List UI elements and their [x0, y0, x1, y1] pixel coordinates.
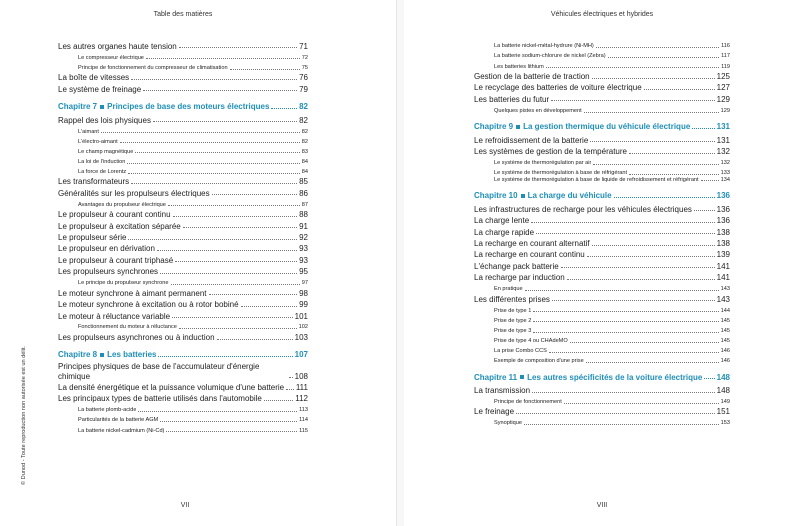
toc-subsection-entry[interactable]	[58, 145, 308, 155]
entry-title: Le propulseur à courant triphasé	[58, 255, 174, 265]
toc-section-entry[interactable]	[58, 254, 308, 265]
entry-title: Le recyclage des batteries de voiture électrique	[474, 83, 642, 93]
entry-title: Particularités de la batterie AGM	[78, 417, 159, 424]
dot-leader	[586, 362, 719, 363]
toc-subsection-entry[interactable]	[474, 177, 730, 184]
chapter-label: Chapitre 7	[58, 102, 98, 112]
dot-leader	[596, 47, 719, 48]
entry-page-number: 91	[299, 221, 308, 231]
entry-title: Prise de type 1	[494, 307, 532, 314]
entry-page-number: 113	[299, 407, 308, 414]
dot-leader	[217, 339, 293, 340]
dot-leader	[131, 79, 297, 80]
toc-subsection-entry[interactable]	[58, 155, 308, 165]
entry-page-number: 103	[294, 332, 308, 342]
dot-leader	[592, 78, 715, 79]
table-of-contents	[58, 40, 308, 434]
toc-subsection-entry[interactable]	[58, 61, 308, 71]
entry-page-number: 148	[716, 372, 730, 382]
entry-title: Les batteries du futur	[474, 94, 550, 104]
dot-leader	[131, 183, 297, 184]
entry-title: Les infrastructures de recharge pour les véhicules électriques	[474, 204, 692, 214]
dot-leader	[160, 273, 297, 274]
entry-page-number: 134	[720, 176, 730, 183]
dot-leader	[692, 128, 714, 129]
entry-page-number: 101	[294, 311, 308, 321]
dot-leader	[101, 132, 300, 133]
entry-page-number: 136	[716, 204, 730, 214]
toc-subsection-entry[interactable]	[474, 417, 730, 427]
entry-page-number: 111	[295, 382, 308, 392]
dot-leader	[614, 197, 715, 198]
entry-page-number: 151	[716, 407, 730, 417]
dot-leader	[143, 90, 297, 91]
toc-subsection-entry[interactable]	[58, 404, 308, 414]
entry-title: Prise de type 4 ou CHAdeMO	[494, 337, 568, 344]
dot-leader	[157, 250, 297, 251]
toc-section-entry[interactable]	[474, 70, 730, 81]
toc-section-entry[interactable]	[58, 231, 308, 242]
toc-section-entry[interactable]	[474, 145, 730, 156]
dot-leader	[694, 210, 715, 211]
dot-leader	[567, 279, 715, 280]
toc-section-entry[interactable]	[58, 381, 308, 392]
entry-title: Le système de freinage	[58, 84, 142, 94]
entry-page-number: 125	[716, 72, 730, 82]
toc-subsection-entry[interactable]	[474, 314, 730, 324]
dot-leader	[183, 227, 297, 228]
running-head: Table des matières	[153, 11, 213, 18]
entry-title: Le moteur synchrone à excitation ou à rotor bobiné	[58, 300, 239, 310]
toc-subsection-entry[interactable]	[58, 125, 308, 135]
toc-subsection-entry[interactable]	[474, 104, 730, 114]
dot-leader	[546, 67, 719, 68]
entry-page-number: 144	[720, 307, 730, 314]
entry-title: La charge lente	[474, 216, 530, 226]
toc-section-entry[interactable]	[474, 249, 730, 260]
entry-title: Les batteries lithium	[494, 63, 544, 70]
dot-leader	[593, 164, 718, 165]
toc-subsection-entry[interactable]	[474, 157, 730, 167]
toc-section-entry[interactable]	[58, 114, 308, 125]
entry-page-number: 72	[301, 54, 308, 61]
entry-page-number: 82	[301, 128, 308, 135]
entry-title: Principe de fonctionnement du compresseur de climatisation	[78, 64, 228, 71]
entry-page-number: 82	[299, 102, 308, 112]
left-page	[0, 0, 396, 526]
toc-subsection-entry[interactable]	[58, 414, 308, 424]
dot-leader	[552, 300, 715, 301]
dot-leader	[120, 142, 300, 143]
dot-leader	[166, 431, 297, 432]
entry-title: Gestion de la batterie de traction	[474, 72, 590, 82]
entry-page-number: 141	[716, 273, 730, 283]
dot-leader	[160, 421, 297, 422]
chapter-label: Chapitre 11	[474, 372, 518, 382]
toc-section-entry[interactable]	[58, 265, 308, 276]
entry-title: Les propulseurs asynchrones ou à induction	[58, 332, 215, 342]
entry-page-number: 115	[299, 427, 308, 434]
dot-leader	[533, 332, 718, 333]
entry-page-number: 141	[716, 261, 730, 271]
toc-subsection-entry[interactable]	[474, 40, 730, 50]
dot-leader	[153, 121, 297, 122]
entry-title: Le moteur synchrone à aimant permanent	[58, 288, 207, 298]
entry-page-number: 71	[299, 41, 308, 51]
dot-leader	[271, 108, 297, 109]
entry-page-number: 146	[720, 347, 730, 354]
entry-title: La batterie nickel-métal-hydrure (Ni-MH)	[494, 43, 594, 50]
chapter-label: Chapitre 8	[58, 350, 98, 360]
dot-leader	[701, 180, 719, 181]
toc-section-entry[interactable]	[58, 187, 308, 198]
dot-leader	[135, 152, 299, 153]
toc-subsection-entry[interactable]	[474, 324, 730, 334]
toc-subsection-entry[interactable]	[474, 396, 730, 406]
entry-page-number: 86	[299, 188, 308, 198]
entry-title: L'électro-aimant	[78, 138, 118, 145]
chapter-title: Les batteries	[107, 350, 157, 360]
entry-page-number: 93	[299, 255, 308, 265]
entry-page-number: 85	[299, 177, 308, 187]
toc-subsection-entry[interactable]	[474, 283, 730, 293]
dot-leader	[264, 400, 293, 401]
dot-leader	[561, 267, 715, 268]
toc-subsection-entry[interactable]	[474, 60, 730, 70]
entry-title: Fonctionnement du moteur à réluctance	[78, 324, 177, 331]
entry-page-number: 138	[716, 238, 730, 248]
entry-title: La prise Combo CCS	[494, 347, 547, 354]
dot-leader	[179, 47, 297, 48]
dot-leader	[524, 424, 719, 425]
entry-title: Synoptique	[494, 420, 522, 427]
entry-page-number: 108	[294, 371, 308, 381]
entry-page-number: 143	[720, 286, 730, 293]
right-page	[404, 0, 800, 526]
toc-subsection-entry[interactable]	[474, 355, 730, 365]
toc-section-entry[interactable]	[58, 393, 308, 404]
entry-page-number: 79	[299, 84, 308, 94]
entry-title: La force de Lorentz	[78, 168, 127, 175]
entry-page-number: 127	[716, 83, 730, 93]
toc-subsection-entry[interactable]	[474, 304, 730, 314]
square-bullet-icon	[516, 125, 520, 129]
chapter-heading[interactable]	[58, 349, 308, 360]
entry-page-number: 139	[716, 250, 730, 260]
toc-section-entry[interactable]	[474, 237, 730, 248]
dot-leader	[533, 321, 718, 322]
page-number: VII	[180, 502, 190, 509]
toc-subsection-entry[interactable]	[58, 277, 308, 287]
entry-page-number: 145	[720, 317, 730, 324]
entry-page-number: 97	[301, 280, 308, 287]
square-bullet-icon	[100, 353, 104, 357]
entry-page-number: 146	[720, 358, 730, 365]
dot-leader	[171, 284, 300, 285]
entry-title: Les principaux types de batterie utilisés dans l'automobile	[58, 394, 262, 404]
entry-page-number: 99	[299, 300, 308, 310]
dot-leader	[241, 306, 298, 307]
entry-title: Les transformateurs	[58, 177, 130, 187]
entry-title: Prise de type 2	[494, 317, 532, 324]
entry-page-number: 117	[721, 53, 730, 60]
page-number: VIII	[596, 502, 608, 509]
toc-subsection-entry[interactable]	[58, 424, 308, 434]
entry-page-number: 93	[299, 244, 308, 254]
chapter-title: Les autres spécificités de la voiture électrique	[527, 372, 703, 382]
chapter-heading[interactable]	[58, 100, 308, 111]
dot-leader	[230, 69, 300, 70]
dot-leader	[549, 352, 719, 353]
toc-section-entry[interactable]	[58, 83, 308, 94]
entry-title: La recharge en courant alternatif	[474, 238, 590, 248]
dot-leader	[587, 256, 715, 257]
entry-page-number: 149	[720, 398, 730, 405]
entry-title: La batterie nickel-cadmium (Ni-Cd)	[78, 427, 165, 434]
entry-title: Les systèmes de gestion de la température	[474, 147, 627, 157]
toc-subsection-entry[interactable]	[58, 51, 308, 61]
entry-title: Le compresseur électrique	[78, 54, 144, 61]
entry-title: L'échange pack batterie	[474, 261, 559, 271]
entry-title: La transmission	[474, 385, 531, 395]
entry-title: Le propulseur à excitation séparée	[58, 221, 181, 231]
toc-section-entry[interactable]	[474, 406, 730, 417]
entry-title: La recharge par induction	[474, 273, 565, 283]
toc-section-entry[interactable]	[474, 203, 730, 214]
toc-subsection-entry[interactable]	[58, 321, 308, 331]
entry-title: Les différentes prises	[474, 294, 550, 304]
entry-page-number: 138	[716, 227, 730, 237]
entry-title: Le système de thermorégulation par air	[494, 160, 592, 167]
entry-title: Les autres organes haute tension	[58, 41, 177, 51]
toc-section-entry[interactable]	[474, 93, 730, 104]
toc-section-entry[interactable]	[474, 82, 730, 93]
entry-page-number: 95	[299, 267, 308, 277]
entry-title: La loi de l'induction	[78, 158, 126, 165]
entry-title: Principes physiques de base de l'accumulateur d'énergie chimique	[58, 361, 260, 381]
chapter-heading[interactable]	[474, 371, 730, 382]
chapter-title: La charge du véhicule	[527, 191, 612, 201]
entry-page-number: 136	[716, 216, 730, 226]
square-bullet-icon	[100, 105, 104, 109]
entry-title: Avantages du propulseur électrique	[78, 201, 166, 208]
entry-page-number: 98	[299, 288, 308, 298]
entry-page-number: 102	[298, 324, 308, 331]
entry-title: La charge rapide	[474, 227, 535, 237]
dot-leader	[168, 205, 300, 206]
dot-leader	[128, 239, 297, 240]
entry-page-number: 82	[299, 115, 308, 125]
dot-leader	[128, 173, 300, 174]
entry-title: Quelques pistes en développement	[494, 107, 582, 114]
entry-page-number: 132	[716, 147, 730, 157]
toc-section-entry[interactable]	[58, 208, 308, 219]
entry-page-number: 133	[720, 170, 730, 177]
dot-leader	[536, 233, 715, 234]
entry-title: Le système de thermorégulation à base de réfrigérant	[494, 170, 628, 177]
entry-page-number: 143	[716, 294, 730, 304]
dot-leader	[172, 317, 293, 318]
dot-leader	[551, 100, 714, 101]
dot-leader	[158, 356, 292, 357]
toc-subsection-entry[interactable]	[474, 50, 730, 60]
toc-subsection-entry[interactable]	[58, 198, 308, 208]
entry-page-number: 75	[301, 64, 308, 71]
dot-leader	[608, 57, 719, 58]
dot-leader	[533, 311, 718, 312]
toc-section-entry[interactable]	[474, 226, 730, 237]
entry-page-number: 132	[720, 160, 730, 167]
table-of-contents	[474, 40, 730, 427]
toc-section-entry[interactable]	[58, 243, 308, 254]
running-head: Véhicules électriques et hybrides	[550, 11, 654, 18]
entry-title: Le propulseur série	[58, 233, 127, 243]
dot-leader	[289, 377, 293, 378]
entry-title: Généralités sur les propulseurs électriques	[58, 188, 210, 198]
entry-title: L'aimant	[78, 128, 99, 135]
dot-leader	[146, 58, 300, 59]
toc-section-entry[interactable]	[474, 134, 730, 145]
dot-leader	[516, 413, 715, 414]
entry-page-number: 145	[720, 327, 730, 334]
entry-page-number: 107	[294, 350, 308, 360]
dot-leader	[286, 389, 294, 390]
toc-section-entry[interactable]	[58, 287, 308, 298]
dot-leader	[629, 174, 719, 175]
dot-leader	[212, 194, 297, 195]
dot-leader	[704, 378, 714, 379]
entry-page-number: 129	[716, 94, 730, 104]
entry-title: Prise de type 3	[494, 327, 532, 334]
dot-leader	[592, 245, 715, 246]
toc-section-entry[interactable]	[58, 220, 308, 231]
toc-section-entry[interactable]	[58, 362, 308, 381]
chapter-label: Chapitre 9	[474, 122, 514, 132]
entry-page-number: 112	[295, 394, 308, 404]
entry-page-number: 76	[299, 73, 308, 83]
dot-leader	[564, 403, 719, 404]
chapter-heading[interactable]	[474, 121, 730, 132]
entry-title: Le propulseur en dérivation	[58, 244, 155, 254]
entry-title: La densité énergétique et la puissance volumique d'une batterie	[58, 382, 285, 392]
chapter-heading[interactable]	[474, 190, 730, 201]
entry-page-number: 87	[301, 201, 308, 208]
dot-leader	[525, 290, 719, 291]
dot-leader	[570, 342, 719, 343]
entry-title: Le principe du propulseur synchrone	[78, 280, 169, 287]
toc-section-entry[interactable]	[58, 40, 308, 51]
toc-section-entry[interactable]	[474, 214, 730, 225]
chapter-label: Chapitre 10	[474, 191, 518, 201]
entry-page-number: 92	[299, 233, 308, 243]
toc-section-entry[interactable]	[58, 72, 308, 83]
entry-page-number: 129	[720, 107, 730, 114]
dot-leader	[138, 411, 297, 412]
entry-page-number: 119	[721, 63, 730, 70]
dot-leader	[532, 392, 715, 393]
entry-title: Le refroidissement de la batterie	[474, 135, 589, 145]
entry-title: La recharge en courant continu	[474, 250, 585, 260]
entry-page-number: 116	[721, 43, 730, 50]
dot-leader	[175, 261, 297, 262]
entry-title: Le propulseur à courant continu	[58, 210, 171, 220]
entry-title: Principe de fonctionnement	[494, 398, 562, 405]
entry-title: Rappel des lois physiques	[58, 115, 151, 125]
dot-leader	[209, 294, 298, 295]
dot-leader	[590, 141, 714, 142]
dot-leader	[179, 328, 297, 329]
toc-subsection-entry[interactable]	[474, 335, 730, 345]
entry-page-number: 84	[301, 158, 308, 165]
entry-page-number: 131	[716, 122, 730, 132]
entry-title: La boîte de vitesses	[58, 73, 130, 83]
chapter-title: Principes de base des moteurs électriques	[107, 102, 270, 112]
entry-title: Exemple de composition d'une prise	[494, 358, 584, 365]
entry-page-number: 114	[299, 417, 308, 424]
toc-subsection-entry[interactable]	[474, 345, 730, 355]
toc-section-entry[interactable]	[474, 384, 730, 395]
toc-subsection-entry[interactable]	[58, 135, 308, 145]
toc-section-entry[interactable]	[474, 271, 730, 282]
toc-section-entry[interactable]	[474, 260, 730, 271]
entry-page-number: 148	[716, 385, 730, 395]
entry-title: La batterie plomb-acide	[78, 407, 137, 414]
dot-leader	[644, 89, 715, 90]
entry-title: Le moteur à réluctance variable	[58, 311, 171, 321]
toc-subsection-entry[interactable]	[474, 167, 730, 177]
entry-title: En pratique	[494, 286, 523, 293]
dot-leader	[173, 216, 298, 217]
chapter-title: La gestion thermique du véhicule électrique	[523, 122, 691, 132]
toc-section-entry[interactable]	[58, 331, 308, 342]
entry-page-number: 136	[716, 191, 730, 201]
entry-title: La batterie sodium-chlorure de nickel (Zebra)	[494, 53, 606, 60]
toc-subsection-entry[interactable]	[58, 166, 308, 176]
entry-page-number: 131	[716, 135, 730, 145]
toc-section-entry[interactable]	[474, 293, 730, 304]
entry-page-number: 84	[301, 168, 308, 175]
entry-page-number: 145	[720, 337, 730, 344]
entry-page-number: 88	[299, 210, 308, 220]
dot-leader	[629, 153, 715, 154]
toc-section-entry[interactable]	[58, 176, 308, 187]
entry-page-number: 83	[301, 148, 308, 155]
square-bullet-icon	[520, 375, 524, 379]
entry-title: Le freinage	[474, 407, 515, 417]
entry-title: Le système de thermorégulation à base de liquide de refroidissement et réfrigérant	[494, 176, 699, 183]
entry-title: Les propulseurs synchrones	[58, 267, 159, 277]
entry-page-number: 153	[720, 420, 730, 427]
entry-title: Le champ magnétique	[78, 148, 134, 155]
copyright-notice: © Dunod - Toute reproduction non autorisée est un délit.	[21, 346, 27, 485]
entry-page-number: 82	[301, 138, 308, 145]
toc-section-entry[interactable]	[58, 310, 308, 321]
dot-leader	[127, 163, 299, 164]
dot-leader	[584, 112, 719, 113]
toc-section-entry[interactable]	[58, 298, 308, 309]
dot-leader	[531, 222, 714, 223]
square-bullet-icon	[521, 194, 525, 198]
